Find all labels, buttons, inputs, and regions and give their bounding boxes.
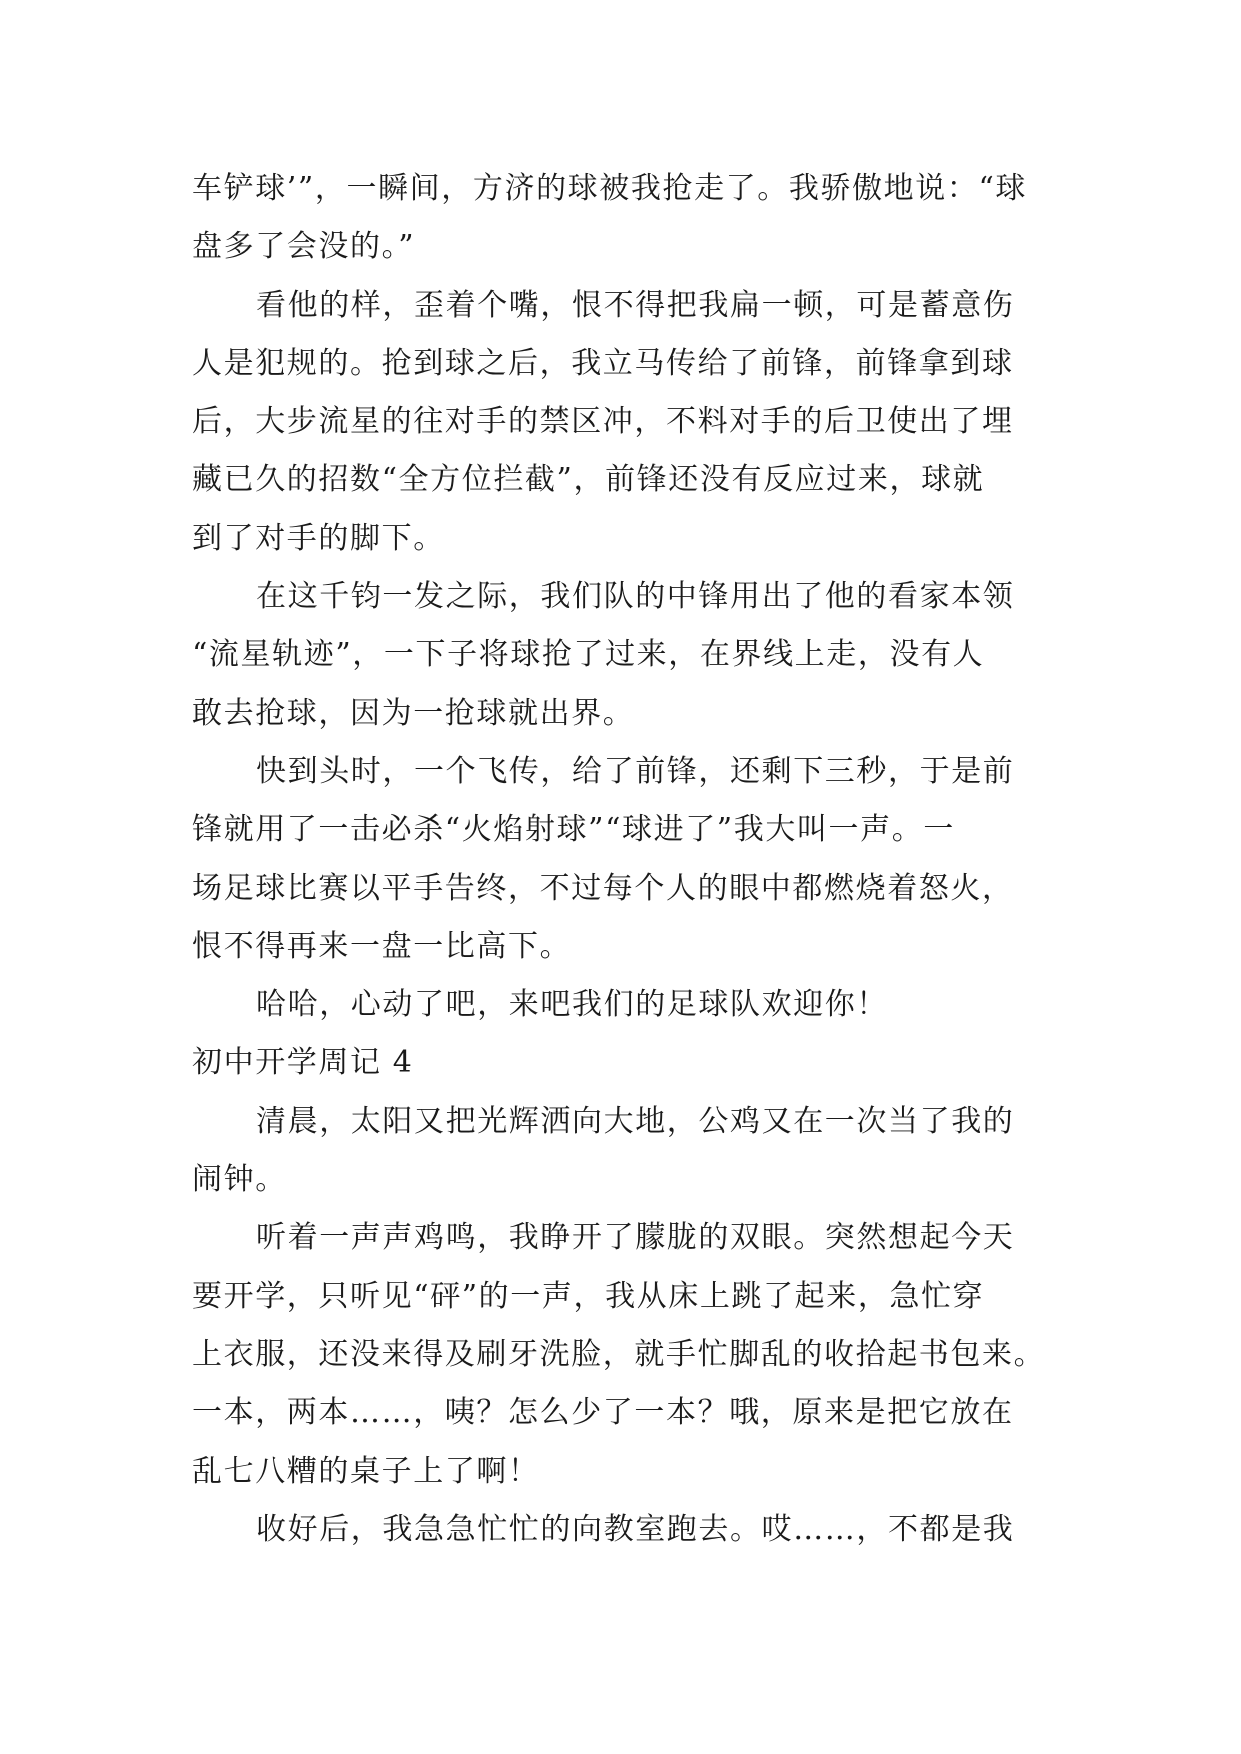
paragraph-line: 闹钟。	[192, 1162, 287, 1198]
paragraph-line: 锋就用了一击必杀“火焰射球”“球进了”我大叫一声。一	[192, 812, 955, 848]
paragraph-line: 盘多了会没的。”	[192, 229, 416, 265]
paragraph-line: 乱七八糟的桌子上了啊！	[192, 1453, 540, 1489]
paragraph-line: 收好后，我急急忙忙的向教室跑去。哎……，不都是我	[256, 1511, 1015, 1547]
paragraph-line: 敢去抢球，因为一抢球就出界。	[192, 695, 635, 731]
paragraph-line: 场足球比赛以平手告终，不过每个人的眼中都燃烧着怒火，	[192, 870, 1014, 906]
paragraph-line: 看他的样，歪着个嘴，恨不得把我扁一顿，可是蓄意伤	[256, 287, 1015, 323]
paragraph-line: “流星轨迹”，一下子将球抢了过来，在界线上走，没有人	[192, 637, 985, 673]
paragraph-line: 快到头时，一个飞传，给了前锋，还剩下三秒，于是前	[256, 753, 1015, 789]
paragraph-line: 人是犯规的。抢到球之后，我立马传给了前锋，前锋拿到球	[192, 345, 1014, 381]
paragraph-line: 哈哈，心动了吧，来吧我们的足球队欢迎你！	[256, 987, 888, 1023]
paragraph-line: 在这千钧一发之际，我们队的中锋用出了他的看家本领	[256, 579, 1015, 615]
paragraph-line: 上衣服，还没来得及刷牙洗脸，就手忙脚乱的收拾起书包来。	[192, 1336, 1046, 1372]
document-body	[192, 160, 1052, 1559]
paragraph-line: 要开学，只听见“砰”的一声，我从床上跳了起来，急忙穿	[192, 1278, 985, 1314]
paragraph-line: 一本，两本……，咦？怎么少了一本？哦，原来是把它放在	[192, 1395, 1014, 1431]
paragraph-line: 清晨，太阳又把光辉洒向大地，公鸡又在一次当了我的	[256, 1103, 1015, 1139]
paragraph-line: 车铲球’”，一瞬间，方济的球被我抢走了。我骄傲地说：“球	[192, 171, 1028, 206]
paragraph-line: 到了对手的脚下。	[192, 520, 445, 556]
paragraph-line: 恨不得再来一盘一比高下。	[192, 928, 572, 964]
paragraph-line: 听着一声声鸡鸣，我睁开了朦胧的双眼。突然想起今天	[256, 1220, 1015, 1256]
section-heading: 初中开学周记 4	[192, 1045, 414, 1081]
paragraph-line: 藏已久的招数“全方位拦截”，前锋还没有反应过来，球就	[192, 462, 985, 498]
paragraph-line: 后，大步流星的往对手的禁区冲，不料对手的后卫使出了埋	[192, 404, 1014, 440]
